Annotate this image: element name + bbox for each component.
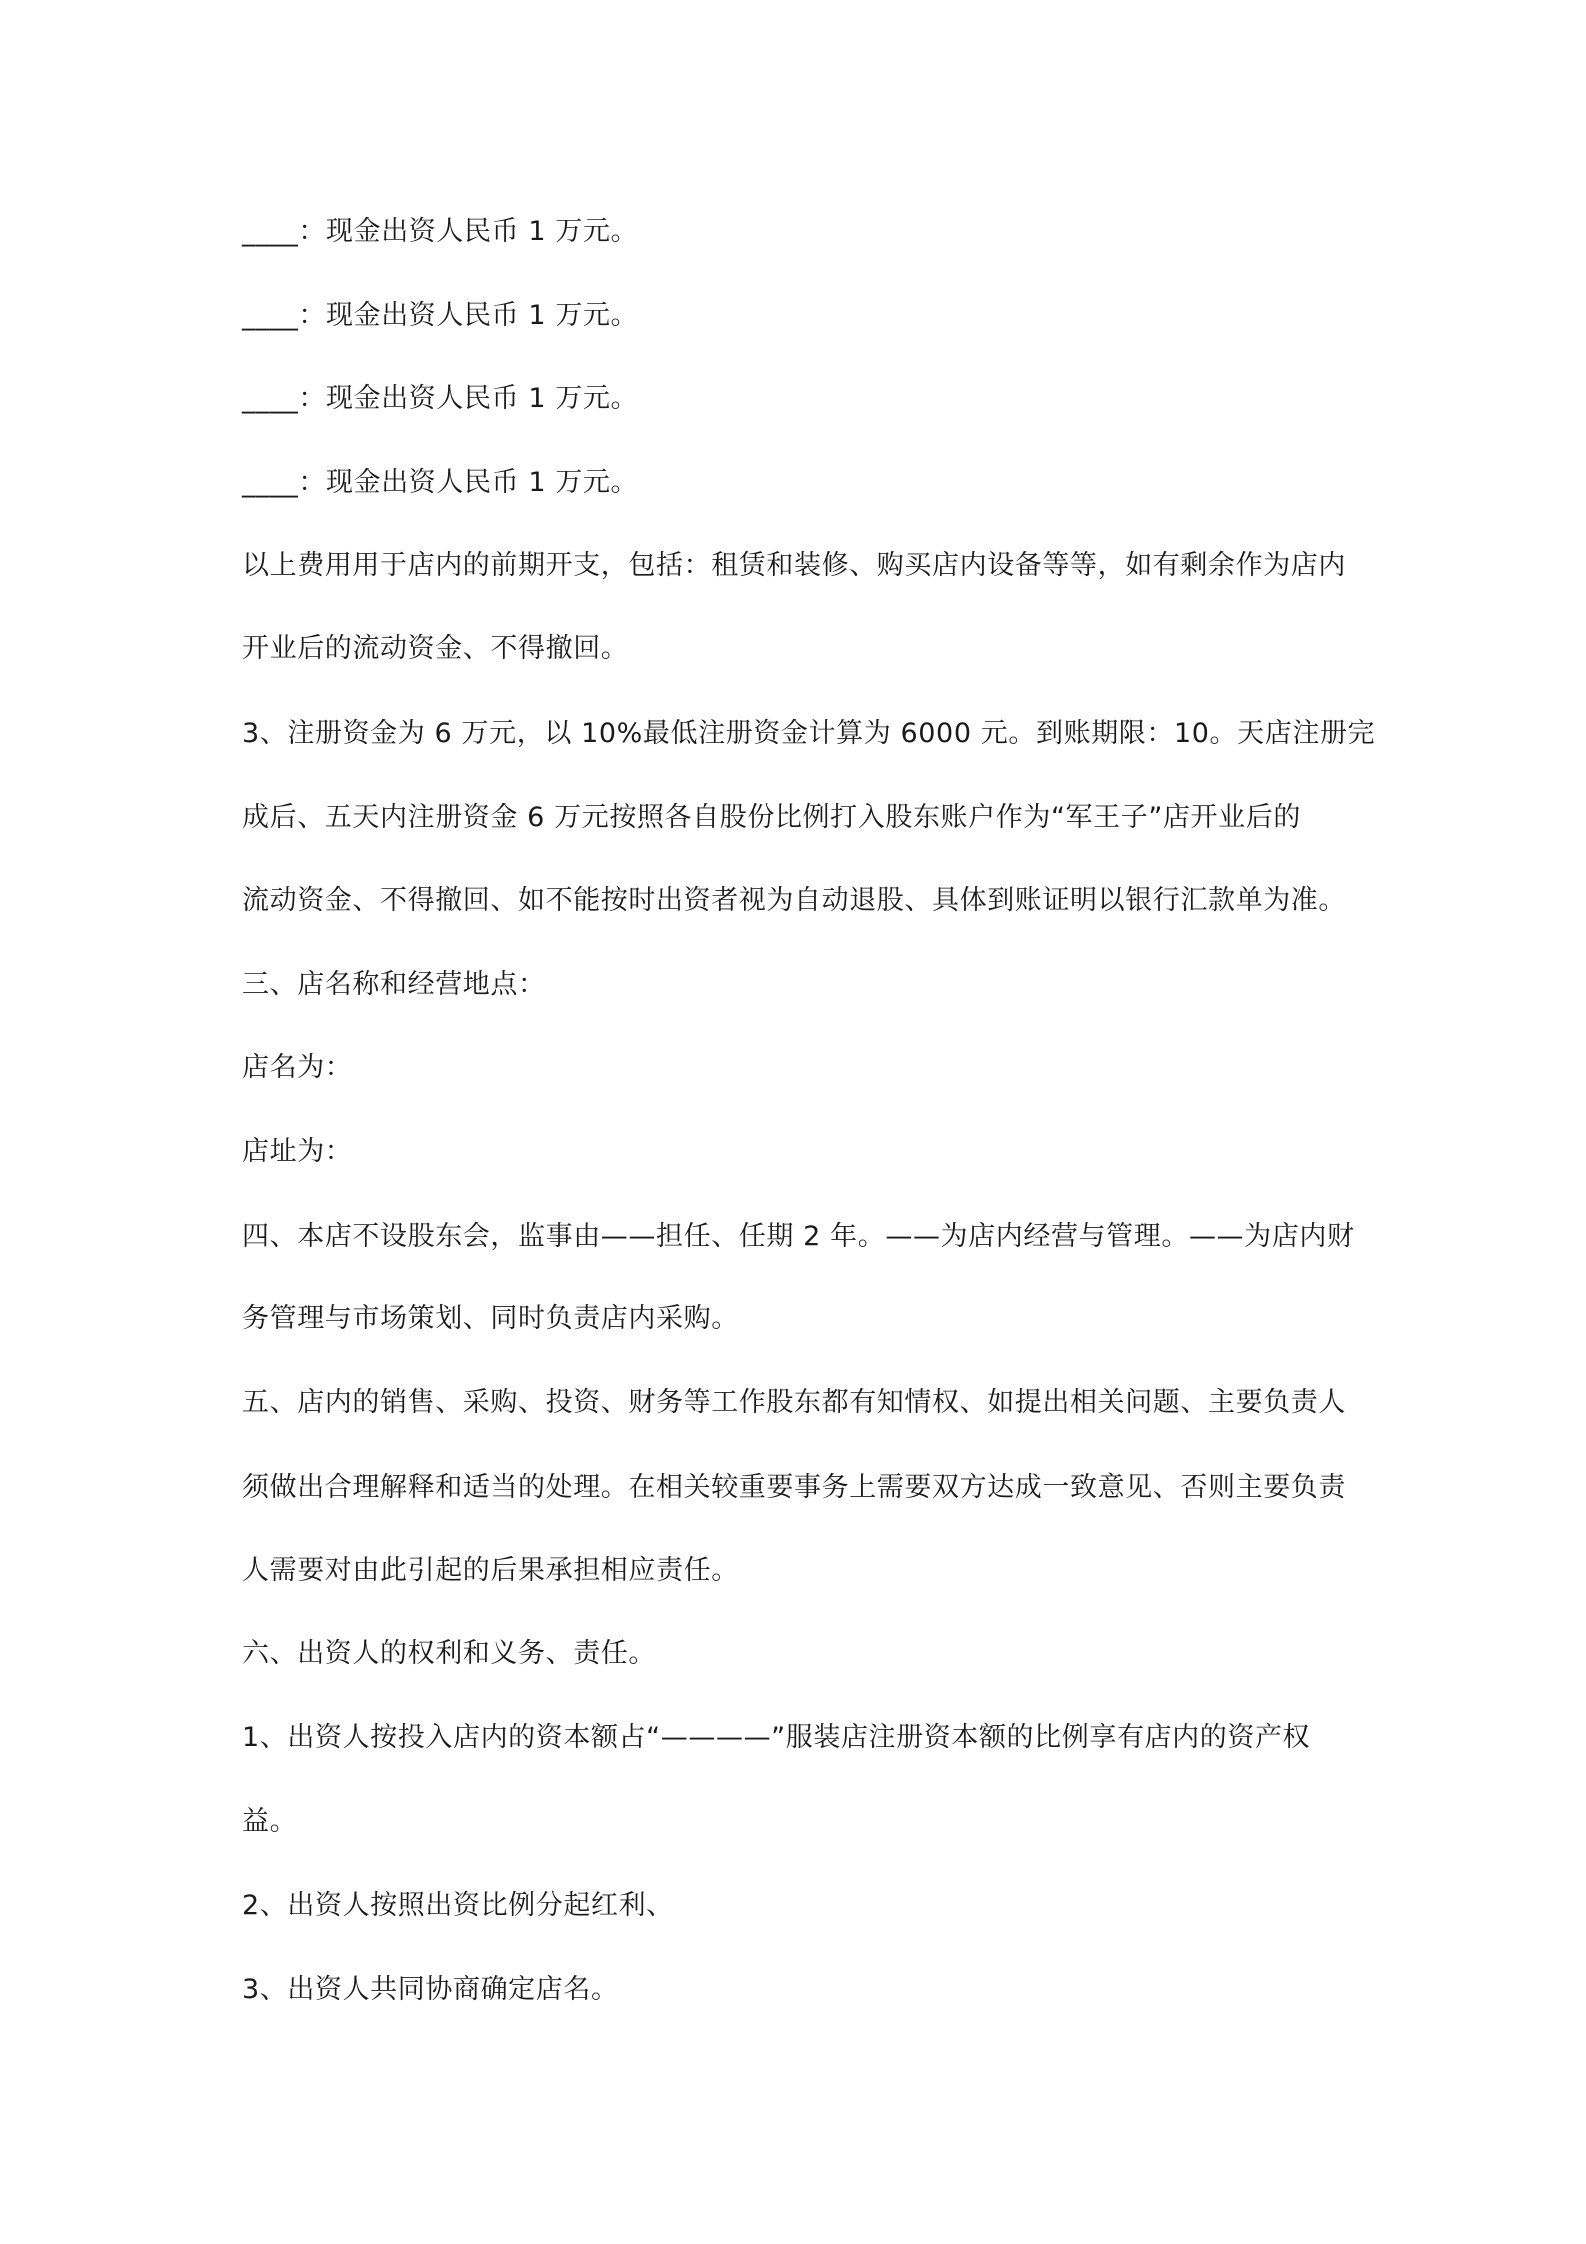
- paragraph-expenses-line-2: 开业后的流动资金、不得撤回。: [242, 633, 629, 664]
- section-6-item-3: 3、出资人共同协商确定店名。: [242, 1974, 619, 2005]
- section-4-line-2: 务管理与市场策划、同时负责店内采购。: [242, 1303, 739, 1334]
- section-heading-6: 六、出资人的权利和义务、责任。: [242, 1638, 656, 1669]
- paragraph-expenses-line-1: 以上费用用于店内的前期开支，包括：租赁和装修、购买店内设备等等，如有剩余作为店内: [242, 550, 1346, 581]
- paragraph-capital-line-1: 3、注册资金为 6 万元，以 10%最低注册资金计算为 6000 元。到账期限：10。天店注册完: [242, 718, 1376, 749]
- section-6-item-2: 2、出资人按照出资比例分起红利、: [242, 1890, 674, 1921]
- section-5-line-3: 人需要对由此引起的后果承担相应责任。: [242, 1555, 739, 1586]
- section-heading-3: 三、店名称和经营地点：: [242, 969, 546, 1000]
- store-name-line: 店名为：: [242, 1052, 353, 1083]
- section-5-line-2: 须做出合理解释和适当的处理。在相关较重要事务上需要双方达成一致意见、否则主要负责: [242, 1472, 1346, 1503]
- contribution-line-2: ____：现金出资人民币 1 万元。: [242, 300, 639, 331]
- section-4-line-1: 四、本店不设股东会，监事由——担任、任期 2 年。——为店内经营与管理。——为店内财: [242, 1221, 1355, 1252]
- contribution-line-3: ____：现金出资人民币 1 万元。: [242, 383, 639, 414]
- contribution-line-1: ____：现金出资人民币 1 万元。: [242, 216, 639, 247]
- section-5-line-1: 五、店内的销售、采购、投资、财务等工作股东都有知情权、如提出相关问题、主要负责人: [242, 1387, 1346, 1418]
- store-address-line: 店址为：: [242, 1136, 353, 1167]
- section-6-item-1-line-2: 益。: [242, 1806, 298, 1837]
- contribution-line-4: ____：现金出资人民币 1 万元。: [242, 467, 639, 498]
- paragraph-capital-line-2: 成后、五天内注册资金 6 万元按照各自股份比例打入股东账户作为“军王子”店开业后的: [242, 802, 1301, 833]
- paragraph-capital-line-3: 流动资金、不得撤回、如不能按时出资者视为自动退股、具体到账证明以银行汇款单为准。: [242, 885, 1346, 916]
- section-6-item-1-line-1: 1、出资人按投入店内的资本额占“————”服装店注册资本额的比例享有店内的资产权: [242, 1722, 1311, 1753]
